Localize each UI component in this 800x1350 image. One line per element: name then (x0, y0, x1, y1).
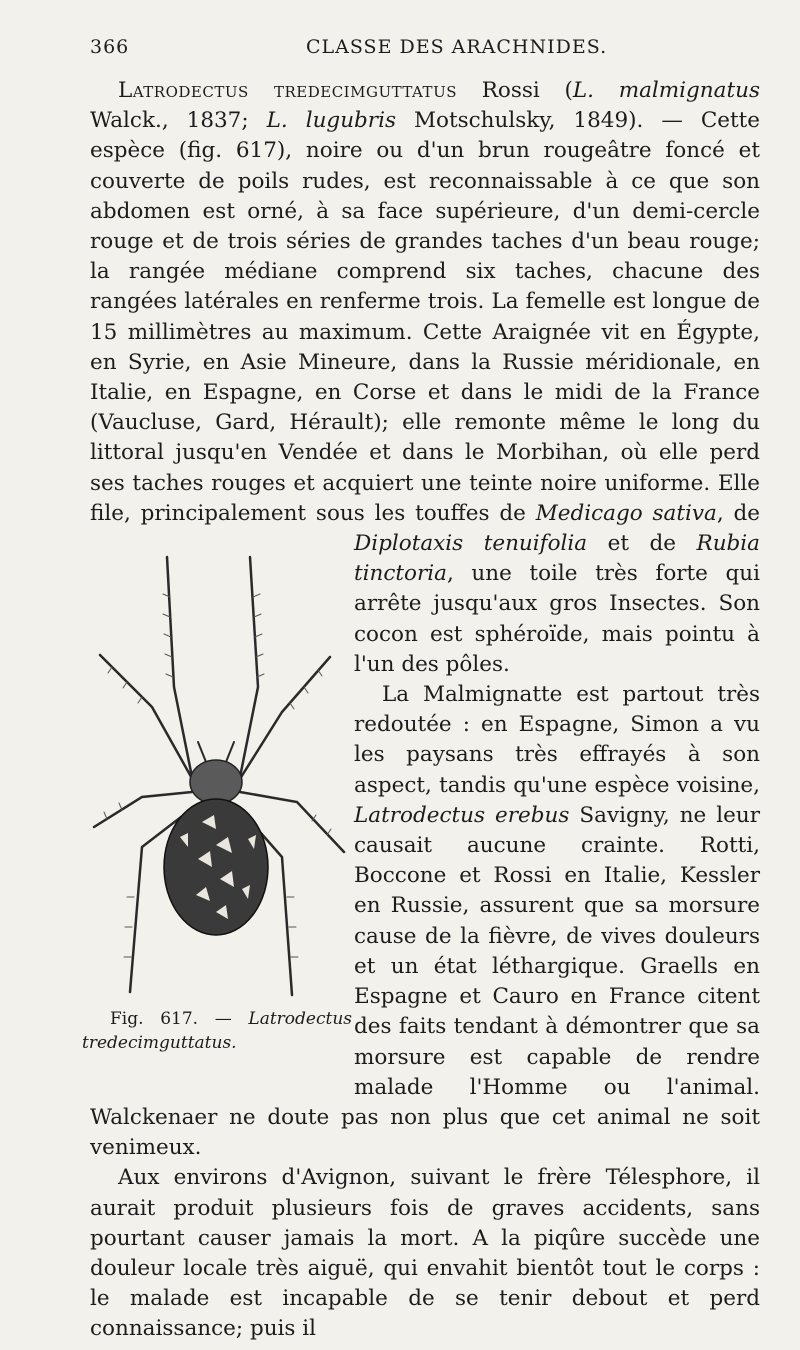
paragraph-latrodectus: Latrodectus tredecimguttatus Rossi (L. malmignatus Walck., 1837; L. lugubris Motschulsky, 1849). — Cette espèce (fig. 617), noire ou d'un brun rougeâtre foncé et couverte de poils rudes, est reconnaissable à ce que son abdomen est orné, à sa face supérieure, d'un demi-cercle rouge et de trois séries de grandes taches d'un beau rouge; la rangée médiane comprend six taches, chacune des rangées latérales en renferme trois. La femelle est longue de 15 millimètres au maximum. Cette Araignée vit en Égypte, en Syrie, en Asie Mineure, dans la Russie méridionale, en Italie, en Espagne, en Corse et dans le midi de la France (Vaucluse, Gard, Hérault); elle remonte même le long du littoral jusqu'en Vendée et dans le Morbihan, où elle perd ses taches rouges et acquiert une teinte noire uniforme. Elle file, principalement sous les touffes de Fig. 617. — Latrodectus tredecimguttatus. Medicago sativa, de Diplotaxis tenuifolia et de Rubia tinctoria, une toile très forte qui arrête jusqu'aux gros Insectes. Son cocon est sphéroïde, mais pointu à l'un des pôles. (90, 76, 760, 680)
running-head (90, 36, 760, 66)
figure-label: Fig. 617. — Latrodectus tredecimguttatus. (82, 1009, 353, 1054)
species-heading: Latrodectus tredecimguttatus (118, 78, 457, 103)
body-text (82, 76, 761, 1345)
figure-617 (82, 537, 352, 1097)
paragraph-malmignatte: La Malmignatte est partout très redoutée : en Espagne, Simon a vu les paysans très effrayés à son aspect, tandis qu'une espèce voisine, Latrodectus erebus Savigny, ne leur causait aucune crainte. Rotti, Boccone et Rossi en Italie, Kessler en Russie, assurent que sa morsure cause de la fièvre, de vives douleurs et un état léthargique. Graells en Espagne et Cauro en France citent des faits tendant à démontrer que sa morsure est capable de rendre malade l'Homme ou l'animal. Walckenaer ne doute pas non plus que cet animal ne soit venimeux. (90, 682, 760, 1161)
paragraph-avignon: Aux environs d'Avignon, suivant le frère Télesphore, il aurait produit plusieurs fois de graves accidents, sans pourtant causer jamais la mort. A la piqûre succède une douleur locale très aiguë, qui envahit bientôt tout le corps : le malade est incapable de se tenir debout et perd connaissance; puis il (90, 1165, 760, 1342)
spider-illustration-icon (82, 537, 352, 1007)
figure-caption (82, 1007, 352, 1055)
page-number: 366 (90, 36, 130, 58)
running-title: CLASSE DES ARACHNIDES. (306, 36, 608, 58)
